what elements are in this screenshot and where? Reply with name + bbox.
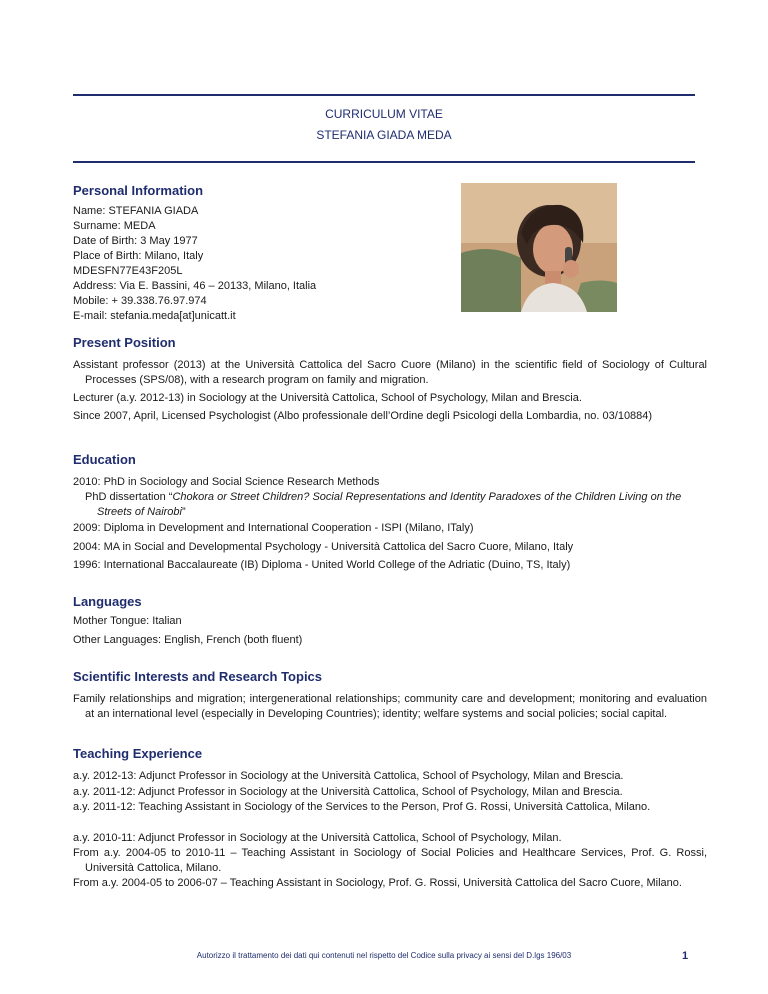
teaching-item-6: From a.y. 2004-05 to 2006-07 – Teaching Assistant in Sociology, Prof. G. Rossi, Università Cattolica del Sacro Cuore, Milano. [73,877,682,889]
teaching-item-5: From a.y. 2004-05 to 2010-11 – Teaching Assistant in Sociology of Social Policies and Healthcare Services, Prof. G. Rossi, Università Cattolica, Milano. [73,847,707,874]
teaching-item-4: a.y. 2010-11: Adjunct Professor in Sociology at the Università Cattolica, School of Psychology, Milan. [73,832,562,844]
personal-name: Name: STEFANIA GIADA [73,205,199,217]
personal-pob: Place of Birth: Milano, Italy [73,250,204,262]
education-item-ma: 2004: MA in Social and Developmental Psychology - Università Cattolica del Sacro Cuore, Milano, Italy [73,541,574,553]
privacy-footer: Autorizzo il trattamento dei dati qui contenuti nel rispetto del Codice sulla privacy ai sensi del D.lgs 196/03 [196,951,572,960]
document-title: CURRICULUM VITAE [325,107,443,121]
teaching-item-1: a.y. 2012-13: Adjunct Professor in Sociology at the Università Cattolica, School of Psychology, Milan and Brescia. [73,770,624,782]
languages-heading: Languages [73,594,142,609]
interests-heading: Scientific Interests and Research Topics [73,669,323,684]
profile-photo [461,183,617,312]
dissertation-suffix: ” [181,506,186,518]
page-number: 1 [682,950,689,962]
education-item-ib: 1996: International Baccalaureate (IB) Diploma - United World College of the Adriatic (Duino, TS, Italy) [73,559,571,571]
present-item-3: Since 2007, April, Licensed Psychologist (Albo professionale dell’Ordine degli Psicologi della Lombardia, no. 03/10884) [73,410,653,422]
personal-info-block [73,204,453,324]
teaching-item-3: a.y. 2011-12: Teaching Assistant in Sociology of the Services to the Person, Prof G. Rossi, Università Cattolica, Milano. [73,801,651,813]
personal-address: Address: Via E. Bassini, 46 – 20133, Milano, Italia [73,280,317,292]
personal-fiscal-code: MDESFN77E43F205L [73,265,183,277]
education-phd: 2010: PhD in Sociology and Social Science Research Methods [73,476,380,488]
personal-email: E-mail: stefania.meda[at]unicatt.it [73,310,236,322]
education-heading: Education [73,452,136,467]
dissertation-prefix: PhD dissertation “ [85,491,173,503]
interests-text: Family relationships and migration; intergenerational relationships; community care and development; monitoring and evaluation at an international level (especially in Developing Countries); identity; welfare systems and social policies; social capital. [73,693,707,720]
personal-surname: Surname: MEDA [73,220,156,232]
teaching-heading: Teaching Experience [73,746,203,761]
languages-mother-tongue: Mother Tongue: Italian [73,615,182,627]
languages-other: Other Languages: English, French (both fluent) [73,634,303,646]
education-dissertation [73,490,707,520]
header-bottom-rule [73,161,695,163]
personal-heading: Personal Information [73,183,204,198]
present-item-2: Lecturer (a.y. 2012-13) in Sociology at the Università Cattolica, School of Psychology, Milan and Brescia. [73,392,582,404]
present-item-1: Assistant professor (2013) at the Università Cattolica del Sacro Cuore (Milano) in the scientific field of Sociology of Cultural Processes (SPS/08), with a research program on family and migration. [73,359,707,386]
personal-dob: Date of Birth: 3 May 1977 [73,235,198,247]
present-position-heading: Present Position [73,335,176,350]
personal-mobile: Mobile: + 39.338.76.97.974 [73,295,207,307]
dissertation-title: Chokora or Street Children? Social Representations and Identity Paradoxes of the Children Living on the Streets of Nairobi [97,491,682,518]
person-name: STEFANIA GIADA MEDA [316,128,452,142]
teaching-item-2: a.y. 2011-12: Adjunct Professor in Sociology at the Università Cattolica, School of Psychology, Milan and Brescia. [73,786,623,798]
education-item-ispi: 2009: Diploma in Development and International Cooperation - ISPI (Milano, ITaly) [73,522,474,534]
portrait-illustration [461,183,617,312]
top-rule [73,94,695,96]
